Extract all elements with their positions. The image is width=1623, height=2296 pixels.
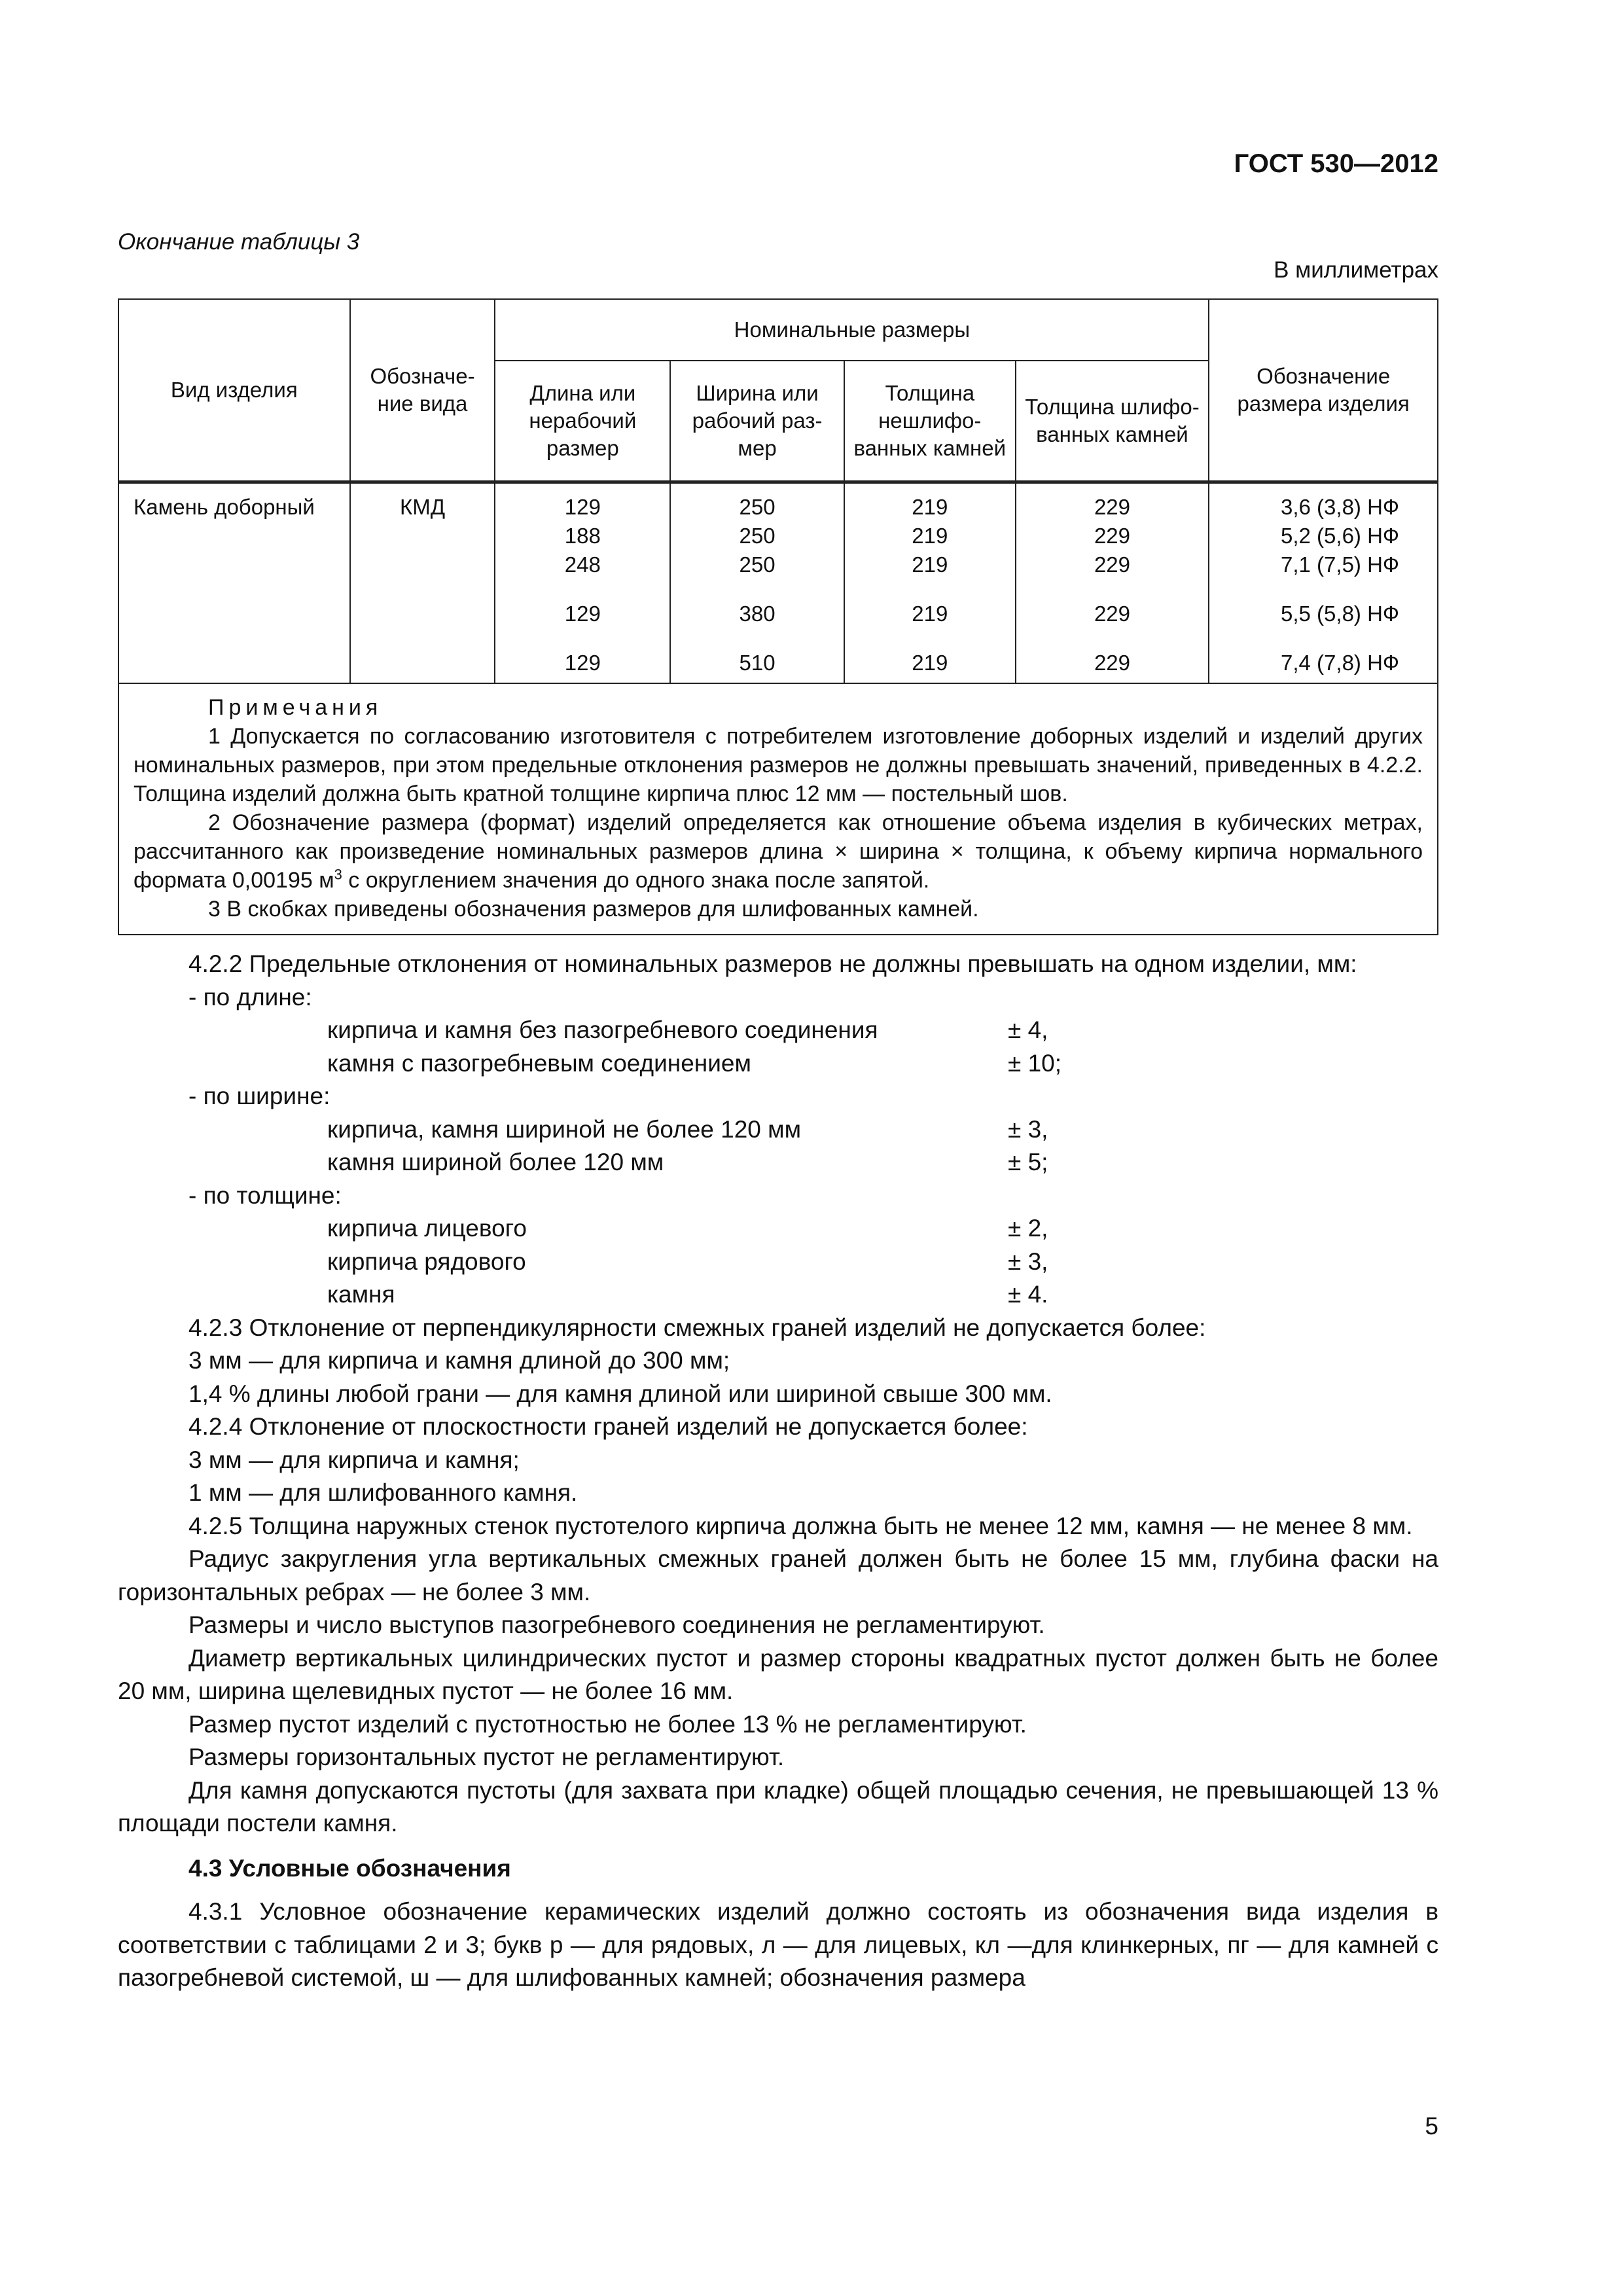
length-value: 188 <box>564 524 601 548</box>
width-value: 250 <box>739 552 776 577</box>
header-length: Длина или нерабочий размер <box>495 361 670 482</box>
width-value: 250 <box>739 524 776 548</box>
size-designation-value: 5,5 (5,8) НФ <box>1281 601 1399 626</box>
list-item: камня с пазогребневым соединением ± 10; <box>327 1049 1062 1077</box>
header-thickness-ground: Толщина шлифо-ванных камней <box>1016 361 1209 482</box>
list-heading-width: - по ширине: <box>188 1083 330 1109</box>
header-size-designation: Обозначение размера изделия <box>1209 299 1438 482</box>
paragraph-text: 1 мм — для шлифованного камня. <box>188 1479 578 1506</box>
thickness-unground-value: 219 <box>912 495 948 519</box>
page-number: 5 <box>1425 2113 1438 2140</box>
standard-code: ГОСТ 530—2012 <box>1234 149 1438 178</box>
list-item: кирпича рядового ± 3, <box>327 1247 1048 1275</box>
list-heading-thickness: - по толщине: <box>188 1181 342 1209</box>
header-width: Ширина или рабочий раз-мер <box>670 361 844 482</box>
paragraph-text: 3 мм — для кирпича и камня; <box>188 1446 520 1473</box>
header-type-code: Обозначе-ние вида <box>350 299 495 482</box>
paragraph-text: Радиус закругления угла вертикальных смежных граней должен быть не более 15 мм, глубина фаски на горизонтальных ребрах — не более 3 мм. <box>118 1545 1438 1605</box>
paragraph-4-2-4: 4.2.4 Отклонение от плоскостности граней изделий не допускается более: <box>188 1413 1028 1440</box>
size-designation-value: 5,2 (5,6) НФ <box>1281 524 1399 548</box>
cell-size-designation-values <box>1209 482 1438 684</box>
length-value: 129 <box>564 601 601 626</box>
size-designation-value: 7,4 (7,8) НФ <box>1281 651 1399 675</box>
cell-length-values <box>495 482 670 684</box>
thickness-ground-value: 229 <box>1094 601 1130 626</box>
thickness-ground-value: 229 <box>1094 524 1130 548</box>
length-value: 129 <box>564 495 601 519</box>
dimensions-table <box>118 298 1438 935</box>
list-item: камня шириной более 120 мм ± 5; <box>327 1149 1048 1175</box>
thickness-ground-value: 229 <box>1094 552 1130 577</box>
paragraph-text: Размеры горизонтальных пустот не регламентируют. <box>188 1744 785 1770</box>
width-value: 380 <box>739 601 776 626</box>
header-nominal-sizes: Номинальные размеры <box>495 299 1209 361</box>
paragraph-text: Для камня допускаются пустоты (для захвата при кладке) общей площадью сечения, не превышающей 13 % площади постели камня. <box>118 1776 1438 1837</box>
width-value: 250 <box>739 495 776 519</box>
paragraph-4-3-1: 4.3.1 Условное обозначение керамических изделий должно состоять из обозначения вида изделия в соответствии с таблицами 2 и 3; букв р — для рядовых, л — для лицевых, кл —для клинкерных, пг — для камней с пазогребневой системой, ш — для шлифованных камней; обозначения размера <box>118 1898 1438 1991</box>
paragraph-4-2-2: 4.2.2 Предельные отклонения от номинальных размеров не должны превышать на одном изделии, мм: <box>188 950 1357 977</box>
paragraph-4-2-5: 4.2.5 Толщина наружных стенок пустотелого кирпича должна быть не менее 12 мм, камня — не менее 8 мм. <box>188 1512 1413 1539</box>
note-1: 1 Допускается по согласованию изготовителя с потребителем изготовление доборных изделий и изделий других номинальных размеров, при этом предельные отклонения размеров не должны превышать значений, приведенных в 4.2.2. Толщина изделий должна быть кратной толщине кирпича плюс 12 мм — постельный шов. <box>134 724 1423 806</box>
cell-product-type: Камень доборный <box>118 482 350 684</box>
cell-thickness-ground-values <box>1016 482 1209 684</box>
thickness-ground-value: 229 <box>1094 651 1130 675</box>
width-value: 510 <box>739 651 776 675</box>
list-item: кирпича, камня шириной не более 120 мм ± 3, <box>327 1115 1048 1143</box>
length-value: 248 <box>564 552 601 577</box>
table-units: В миллиметрах <box>1274 257 1438 283</box>
length-value: 129 <box>564 651 601 675</box>
cell-width-values <box>670 482 844 684</box>
size-designation-value: 3,6 (3,8) НФ <box>1281 495 1399 519</box>
thickness-unground-value: 219 <box>912 524 948 548</box>
list-item: камня ± 4. <box>327 1281 1048 1308</box>
note-3: 3 В скобках приведены обозначения размеров для шлифованных камней. <box>208 897 979 922</box>
table-row <box>118 482 1438 684</box>
paragraph-text: Размер пустот изделий с пустотностью не более 13 % не регламентируют. <box>188 1710 1027 1738</box>
paragraph-text: Размеры и число выступов пазогребневого соединения не регламентируют. <box>188 1611 1045 1638</box>
table-caption: Окончание таблицы 3 <box>118 229 360 255</box>
thickness-unground-value: 219 <box>912 552 948 577</box>
thickness-unground-value: 219 <box>912 651 948 675</box>
paragraph-text: Диаметр вертикальных цилиндрических пустот и размер стороны квадратных пустот должен быть не более 20 мм, ширина щелевидных пустот — не более 16 мм. <box>118 1644 1438 1704</box>
paragraph-text: 1,4 % длины любой грани — для камня длиной или шириной свыше 300 мм. <box>188 1380 1052 1407</box>
header-thickness-unground: Толщина нешлифо-ванных камней <box>844 361 1016 482</box>
size-designation-value: 7,1 (7,5) НФ <box>1281 552 1399 577</box>
notes-title: Примечания <box>208 695 383 720</box>
table-notes <box>118 683 1438 935</box>
body-text <box>118 948 1438 1995</box>
cell-thickness-unground-values <box>844 482 1016 684</box>
list-item: кирпича лицевого ± 2, <box>327 1215 1048 1242</box>
header-product-type: Вид изделия <box>118 299 350 482</box>
paragraph-text: 3 мм — для кирпича и камня длиной до 300 мм; <box>188 1347 730 1374</box>
paragraph-4-2-3: 4.2.3 Отклонение от перпендикулярности смежных граней изделий не допускается более: <box>188 1314 1206 1341</box>
list-heading-length: - по длине: <box>188 983 312 1011</box>
note-2: 2 Обозначение размера (формат) изделий определяется как отношение объема изделия в кубических метрах, рассчитанного как произведение номинальных размеров длина × ширина × толщина, к объему кирпича нормального формата 0,00195 $м^3$ с округлением значения до одного знака после запятой. <box>134 810 1423 893</box>
thickness-unground-value: 219 <box>912 601 948 626</box>
thickness-ground-value: 229 <box>1094 495 1130 519</box>
section-heading-4-3: 4.3 Условные обозначения <box>188 1854 511 1882</box>
cell-type-code: КМД <box>350 482 495 684</box>
list-item: кирпича и камня без пазогребневого соединения ± 4, <box>327 1016 1048 1043</box>
